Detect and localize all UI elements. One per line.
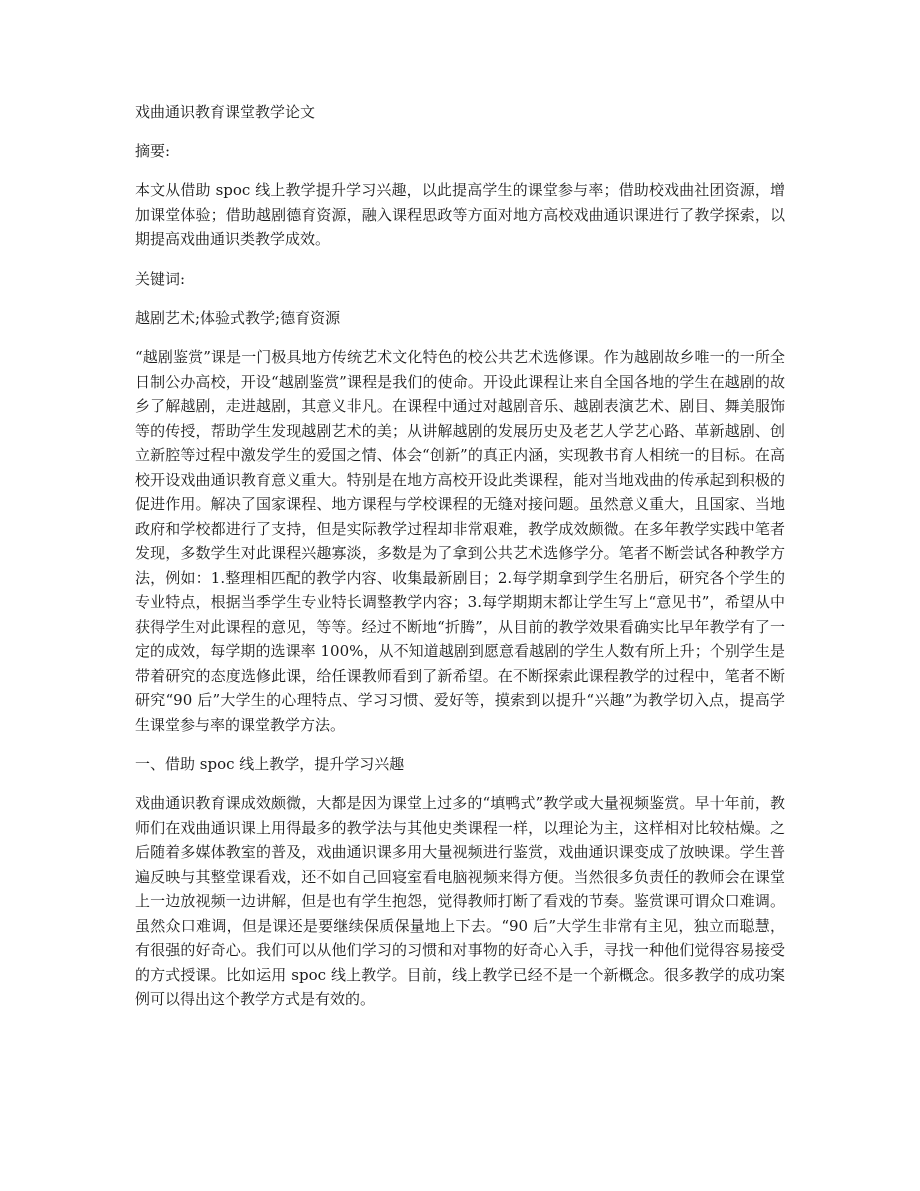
keywords-text: 越剧艺术;体验式教学;德育资源 (135, 308, 341, 327)
document-page (135, 100, 785, 1027)
document-title: 戏曲通识教育课堂教学论文 (135, 103, 316, 121)
section-1-paragraph: 戏曲通识教育课成效颇微，大都是因为课堂上过多的“填鸭式”教学或大量视频鉴赏。早十年前，教师们在戏曲通识课上用得最多的教学法与其他史类课程一样，以理论为主，这样相对比较枯燥。之后随着多媒体教室的普及，戏曲通识课多用大量视频进行鉴赏，戏曲通识课变成了放映课。学生普遍反映与其整堂课看戏，还不如自己回寝室看电脑视频来得方便。当然很多负责任的教师会在课堂上一边放视频一边讲解，但是也有学生抱怨，觉得教师打断了看戏的节奏。鉴赏课可谓众口难调。虽然众口难调，但是课还是要继续保质保量地上下去。“90 后”大学生非常有主见，独立而聪慧，有很强的好奇心。我们可以从他们学习的习惯和对事物的好奇心入手，寻找一种他们觉得容易接受的方式授课。比如运用 spoc 线上教学。目前，线上教学已经不是一个新概念。很多教学的成功案例可以得出这个教学方式是有效的。 (135, 794, 785, 1008)
abstract-text: 本文从借助 spoc 线上教学提升学习兴趣，以此提高学生的课堂参与率；借助校戏曲社团资源，增加课堂体验；借助越剧德育资源，融入课程思政等方面对地方高校戏曲通识课进行了教学探索，以期提高戏曲通识类教学成效。 (135, 181, 785, 248)
section-1-heading: 一、借助 spoc 线上教学，提升学习兴趣 (135, 755, 405, 773)
intro-paragraph: “越剧鉴赏”课是一门极具地方传统艺术文化特色的校公共艺术选修课。作为越剧故乡唯一的一所全日制公办高校，开设“越剧鉴赏”课程是我们的使命。开设此课程让来自全国各地的学生在越剧的故乡了解越剧，走进越剧，其意义非凡。在课程中通过对越剧音乐、越剧表演艺术、剧目、舞美服饰等的传授，帮助学生发现越剧艺术的美；从讲解越剧的发展历史及老艺人学艺心路、革新越剧、创立新腔等过程中激发学生的爱国之情、体会“创新”的真正内涵，实现教书育人相统一的目标。在高校开设戏曲通识教育意义重大。特别是在地方高校开设此类课程，能对当地戏曲的传承起到积极的促进作用。解决了国家课程、地方课程与学校课程的无缝对接问题。虽然意义重大，且国家、当地政府和学校都进行了支持，但是实际教学过程却非常艰难，教学成效颇微。在多年教学实践中笔者发现，多数学生对此课程兴趣寡淡，多数是为了拿到公共艺术选修学分。笔者不断尝试各种教学方法，例如：1.整理相匹配的教学内容、收集最新剧目；2.每学期拿到学生名册后，研究各个学生的专业特点，根据当季学生专业特长调整教学内容；3.每学期期末都让学生写上“意见书”，希望从中获得学生对此课程的意见，等等。经过不断地“折腾”，从目前的教学效果看确实比早年教学有了一定的成效，每学期的选课率 100%，从不知道越剧到愿意看越剧的学生人数有所上升；个别学生是带着研究的态度选修此课，给任课教师看到了新希望。在不断探索此课程教学的过程中，笔者不断研究“90 后”大学生的心理特点、学习习惯、爱好等，摸索到以提升“兴趣”为教学切入点，提高学生课堂参与率的课堂教学方法。 (135, 348, 785, 734)
keywords-label: 关键词: (135, 269, 186, 288)
abstract-label: 摘要: (135, 142, 171, 160)
